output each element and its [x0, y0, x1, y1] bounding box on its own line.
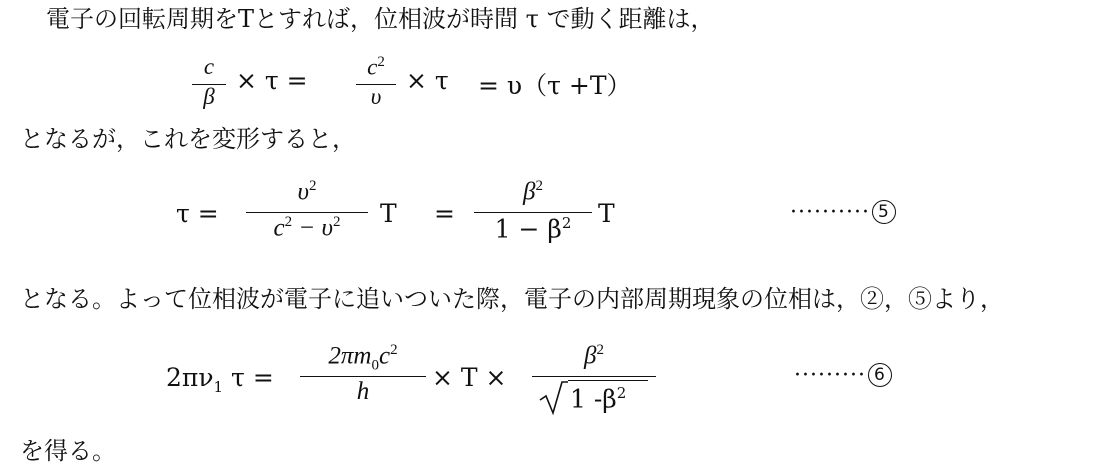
fraction-denominator: β	[203, 84, 215, 109]
numerator-subscript: 0	[371, 357, 379, 374]
dots: ·········	[794, 363, 866, 388]
dots: ··········	[790, 200, 870, 225]
fraction-numerator	[474, 178, 592, 206]
square-root-sign	[538, 380, 568, 416]
fraction-denominator: υ	[370, 84, 382, 109]
numerator-exponent: 2	[596, 342, 604, 358]
numerator-base: β	[523, 178, 536, 206]
numerator-exponent: 2	[390, 342, 398, 358]
fraction-bar	[474, 212, 592, 213]
radicand-base: 1 -β	[570, 384, 617, 414]
numerator-2pi-m: 2πm	[328, 342, 372, 370]
fraction-denominator: h	[356, 378, 370, 405]
fraction-numerator	[300, 342, 426, 374]
radical-bar	[568, 380, 648, 381]
fraction-denominator	[474, 214, 592, 243]
text-line-3: となる。よって位相波が電子に追いついた際，電子の内部周期現象の位相は，②，⑤より，	[20, 285, 1004, 313]
equation-number-6: 6	[868, 363, 892, 387]
numerator-exponent: 2	[377, 54, 385, 70]
fraction-beta2-over-sqrt	[532, 340, 656, 416]
fraction-c-over-beta	[192, 54, 226, 110]
T-symbol: T	[380, 199, 397, 228]
fraction-v2-over-c2-minus-v2	[246, 176, 368, 246]
leader-dots	[794, 363, 892, 388]
fraction-bar	[300, 376, 426, 377]
fraction-numerator: c	[203, 54, 215, 79]
times-tau: × τ	[406, 66, 449, 95]
denominator-v-exponent: 2	[332, 214, 341, 230]
numerator-base: υ	[297, 178, 309, 206]
text-line-2: となるが，これを変形すると，	[20, 125, 356, 153]
fraction-numerator	[246, 178, 368, 206]
fraction-c2-over-v	[356, 52, 396, 110]
times-tau-equals: × τ =	[236, 66, 308, 95]
text-line-4: を得る。	[20, 437, 116, 465]
text-line-1: 電子の回転周期をTとすれば，位相波が時間 τ で動く距離は，	[46, 5, 715, 33]
numerator-base: c	[367, 54, 378, 80]
fraction-bar	[532, 376, 656, 377]
lhs-tau-equals: τ =	[231, 363, 274, 392]
radicand	[570, 384, 626, 413]
denominator-exponent: 2	[561, 214, 572, 232]
fraction-2pi-m0-c2-over-h	[300, 340, 426, 410]
denominator-minus-v: − υ	[298, 214, 333, 242]
denominator-c: c	[273, 214, 285, 242]
fraction-bar	[246, 212, 368, 213]
lhs-2pi-nu: 2πν	[166, 363, 214, 392]
denominator-base: 1 − β	[494, 214, 562, 244]
fraction-denominator	[246, 214, 368, 242]
tau-equals: τ =	[176, 199, 219, 228]
leader-dots	[790, 200, 896, 225]
times-T-times: × T ×	[432, 363, 507, 392]
rhs-v-tau-plus-T: = υ（τ +T）	[478, 71, 632, 100]
numerator-exponent: 2	[535, 178, 543, 194]
fraction-numerator	[356, 54, 396, 81]
numerator-c: c	[378, 342, 391, 370]
numerator-exponent: 2	[308, 178, 317, 194]
fraction-numerator	[532, 342, 656, 370]
lhs-subscript: 1	[213, 378, 224, 396]
equals-sign: =	[434, 199, 455, 228]
denominator-c-exponent: 2	[284, 214, 293, 230]
numerator-base: β	[584, 342, 597, 370]
radicand-exponent: 2	[616, 384, 627, 402]
T-symbol: T	[598, 199, 615, 228]
equation-number-5: 5	[872, 200, 896, 224]
lhs-2pi-nu1-tau	[166, 363, 274, 396]
fraction-beta2-over-1-minus-beta2	[474, 176, 592, 246]
